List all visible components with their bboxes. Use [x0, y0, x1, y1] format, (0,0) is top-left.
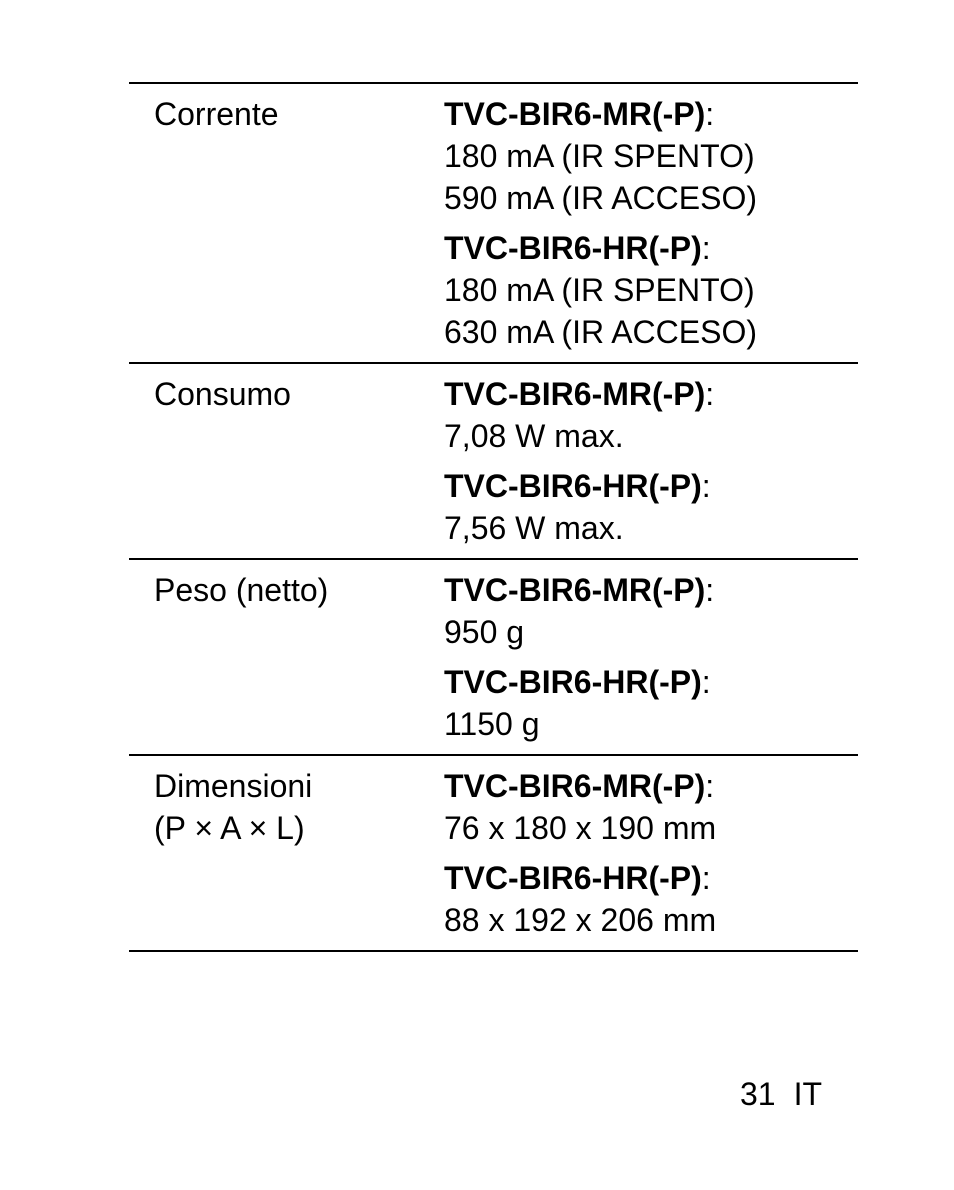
model-line	[444, 227, 858, 269]
spec-row-corrente	[129, 84, 858, 364]
model-separator: :	[705, 572, 715, 608]
model-name: TVC-BIR6-HR(-P)	[444, 230, 702, 266]
page-number: 31	[740, 1076, 776, 1112]
model-name: TVC-BIR6-MR(-P)	[444, 96, 706, 132]
model-block	[444, 569, 858, 653]
model-separator: :	[701, 860, 711, 896]
model-separator: :	[701, 664, 711, 700]
spec-label: Corrente	[154, 96, 279, 132]
model-name: TVC-BIR6-MR(-P)	[444, 572, 706, 608]
model-block	[444, 93, 858, 219]
value-line: 180 mA (IR SPENTO)	[444, 138, 755, 174]
model-line	[444, 465, 858, 507]
model-line	[444, 373, 858, 415]
model-name: TVC-BIR6-HR(-P)	[444, 664, 702, 700]
language-code: IT	[793, 1076, 823, 1112]
model-line	[444, 93, 858, 135]
model-block	[444, 465, 858, 549]
model-block	[444, 227, 858, 353]
spec-values	[444, 93, 858, 353]
model-line	[444, 765, 858, 807]
model-name: TVC-BIR6-MR(-P)	[444, 376, 706, 412]
model-separator: :	[701, 468, 711, 504]
model-separator: :	[701, 230, 711, 266]
model-block	[444, 857, 858, 941]
model-block	[444, 661, 858, 745]
page-footer	[740, 1073, 850, 1115]
spec-row-consumo	[129, 364, 858, 560]
model-name: TVC-BIR6-HR(-P)	[444, 860, 702, 896]
value-line: 76 x 180 x 190 mm	[444, 810, 717, 846]
model-line	[444, 569, 858, 611]
model-name: TVC-BIR6-MR(-P)	[444, 768, 706, 804]
spec-row-peso	[129, 560, 858, 756]
model-separator: :	[705, 96, 715, 132]
model-line	[444, 857, 858, 899]
model-separator: :	[705, 376, 715, 412]
value-line: 950 g	[444, 614, 525, 650]
value-line: 7,56 W max.	[444, 510, 624, 546]
value-line: 88 x 192 x 206 mm	[444, 902, 717, 938]
value-line: 630 mA (IR ACCESO)	[444, 314, 757, 350]
spec-label: Consumo	[154, 376, 291, 412]
spec-values	[444, 569, 858, 745]
model-block	[444, 765, 858, 849]
spec-label: Dimensioni (P × A × L)	[154, 768, 313, 846]
spec-table	[129, 82, 858, 952]
value-line: 590 mA (IR ACCESO)	[444, 180, 757, 216]
value-line: 1150 g	[444, 706, 540, 742]
spec-row-dimensioni	[129, 756, 858, 952]
spec-label: Peso (netto)	[154, 572, 329, 608]
model-name: TVC-BIR6-HR(-P)	[444, 468, 702, 504]
spec-values	[444, 373, 858, 549]
value-line: 180 mA (IR SPENTO)	[444, 272, 755, 308]
model-line	[444, 661, 858, 703]
spec-values	[444, 765, 858, 941]
model-block	[444, 373, 858, 457]
value-line: 7,08 W max.	[444, 418, 624, 454]
model-separator: :	[705, 768, 715, 804]
